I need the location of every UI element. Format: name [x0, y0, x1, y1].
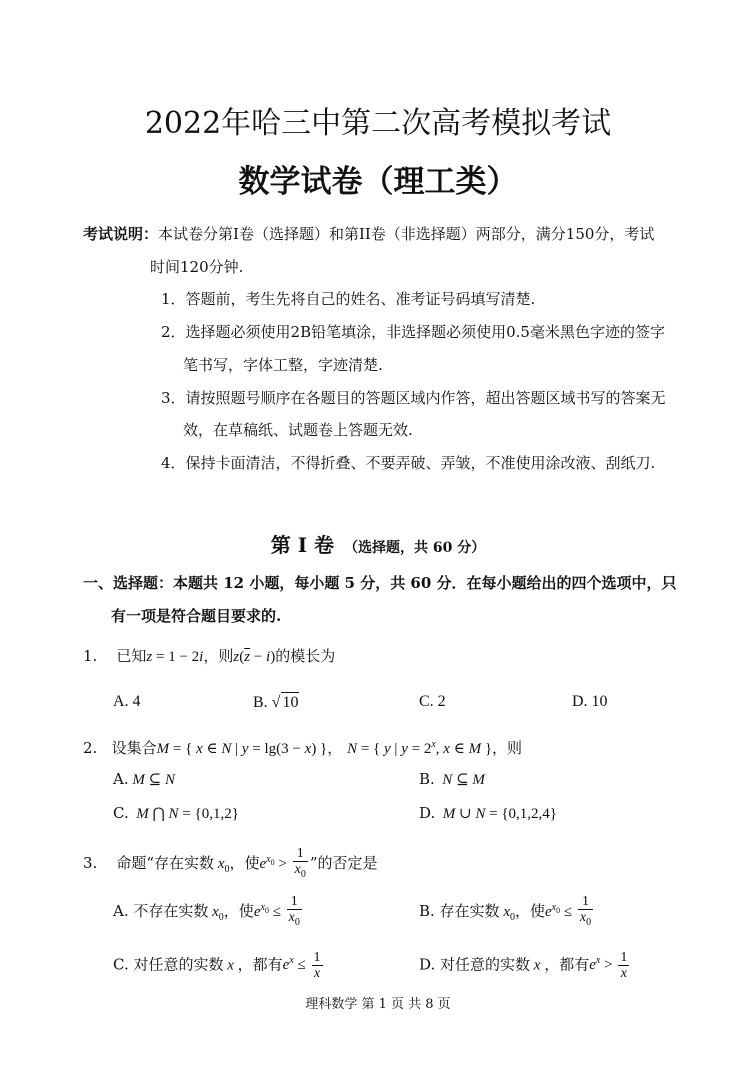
section-heading-1: 一、选择题：本题共 12 小题，每小题 5 分，共 60 分．在每小题给出的四个选项中，只 [83, 574, 677, 592]
instructions-line-2: 时间120分钟. [150, 258, 244, 276]
q2-set-n: N = { y | $y = 2^x$, x ∈ M } [347, 739, 493, 757]
q2-option-b: B. N ⊆ M [419, 770, 485, 788]
question-1: 1. 已知z = 1 − 2i，则$z(\overline{z} - i)$的模长为 [83, 647, 336, 665]
q1-option-d: D. 10 [572, 693, 608, 710]
q1-option-c: C. 2 [419, 693, 446, 710]
q2-option-d: D. M ∪ N = {0,1,2,4} [419, 804, 557, 822]
instruction-item-4: 4．保持卡面清洁，不得折叠、不要弄破、弄皱，不准使用涂改液、刮纸刀. [161, 454, 656, 472]
q1-formula: z = 1 − 2i [146, 649, 204, 665]
section-title: 第 I 卷 （选择题，共 60 分） [270, 533, 486, 557]
instruction-item-2: 2．选择题必须使用2B铅笔填涂，非选择题必须使用0.5毫米黑色字迹的签字 [161, 323, 665, 341]
page-title: 2022年哈三中第二次高考模拟考试 [144, 106, 612, 141]
q2-option-c: C. M ⋂ N = {0,1,2} [113, 804, 239, 822]
page-subtitle: 数学试卷（理工类） [238, 164, 518, 200]
instructions-line-1: 考试说明：本试卷分第I卷（选择题）和第II卷（非选择题）两部分，满分150分，考试 [83, 225, 655, 243]
q3-option-b: B. 存在实数 $x_0$，使$e^{x_0}$ ≤ $\frac{1}{x_0}$ [419, 894, 592, 928]
instruction-item-3-cont: 效，在草稿纸、试题卷上答题无效. [183, 421, 413, 439]
q3-option-c: C. 对任意的实数 x ，都有$e^x$ ≤ $\frac{1}{x}$ [113, 950, 321, 981]
q2-set-m: M = { x ∈ N | y = lg(3 − x) } [156, 741, 328, 757]
page-footer: 理科数学 第 1 页 共 8 页 [305, 997, 451, 1012]
question-3: 3. 命题“存在实数 $x_0$，使$e^{x_0}$ > $\frac{1}{x_0}$ ”的否定是 [83, 846, 378, 880]
instructions-label: 考试说明： [83, 225, 159, 243]
question-2: 2. 设集合M = { x ∈ N | y = lg(3 − x) }， N = { y | $y = 2^x$, x ∈ M }，则 [83, 739, 523, 757]
section-heading-2: 有一项是符合题目要求的. [111, 607, 282, 625]
instruction-item-3: 3．请按照题号顺序在各题目的答题区域内作答，超出答题区域书写的答案无 [161, 389, 666, 407]
section-note: （选择题，共 60 分） [344, 540, 486, 556]
q1-expression: $z(\overline{z} - i)$ [233, 649, 276, 665]
q3-inequality: $e^{x_0}$ > $\frac{1}{x_0}$ [259, 846, 306, 880]
q3-option-d: D. 对任意的实数 x ，都有$e^x$ > $\frac{1}{x}$ [419, 950, 628, 981]
q2-option-a: A. M ⊆ N [113, 770, 175, 788]
instruction-item-2-cont: 笔书写，字体工整，字迹清楚. [183, 356, 383, 374]
instruction-item-1: 1．答题前，考生先将自己的姓名、准考证号码填写清楚. [161, 290, 536, 308]
q1-option-a: A. 4 [113, 693, 141, 710]
q3-option-a: A. 不存在实数 $x_0$，使$e^{x_0}$ ≤ $\frac{1}{x_0}$ [113, 894, 300, 928]
q1-option-b: B. √ 10 [253, 694, 299, 711]
